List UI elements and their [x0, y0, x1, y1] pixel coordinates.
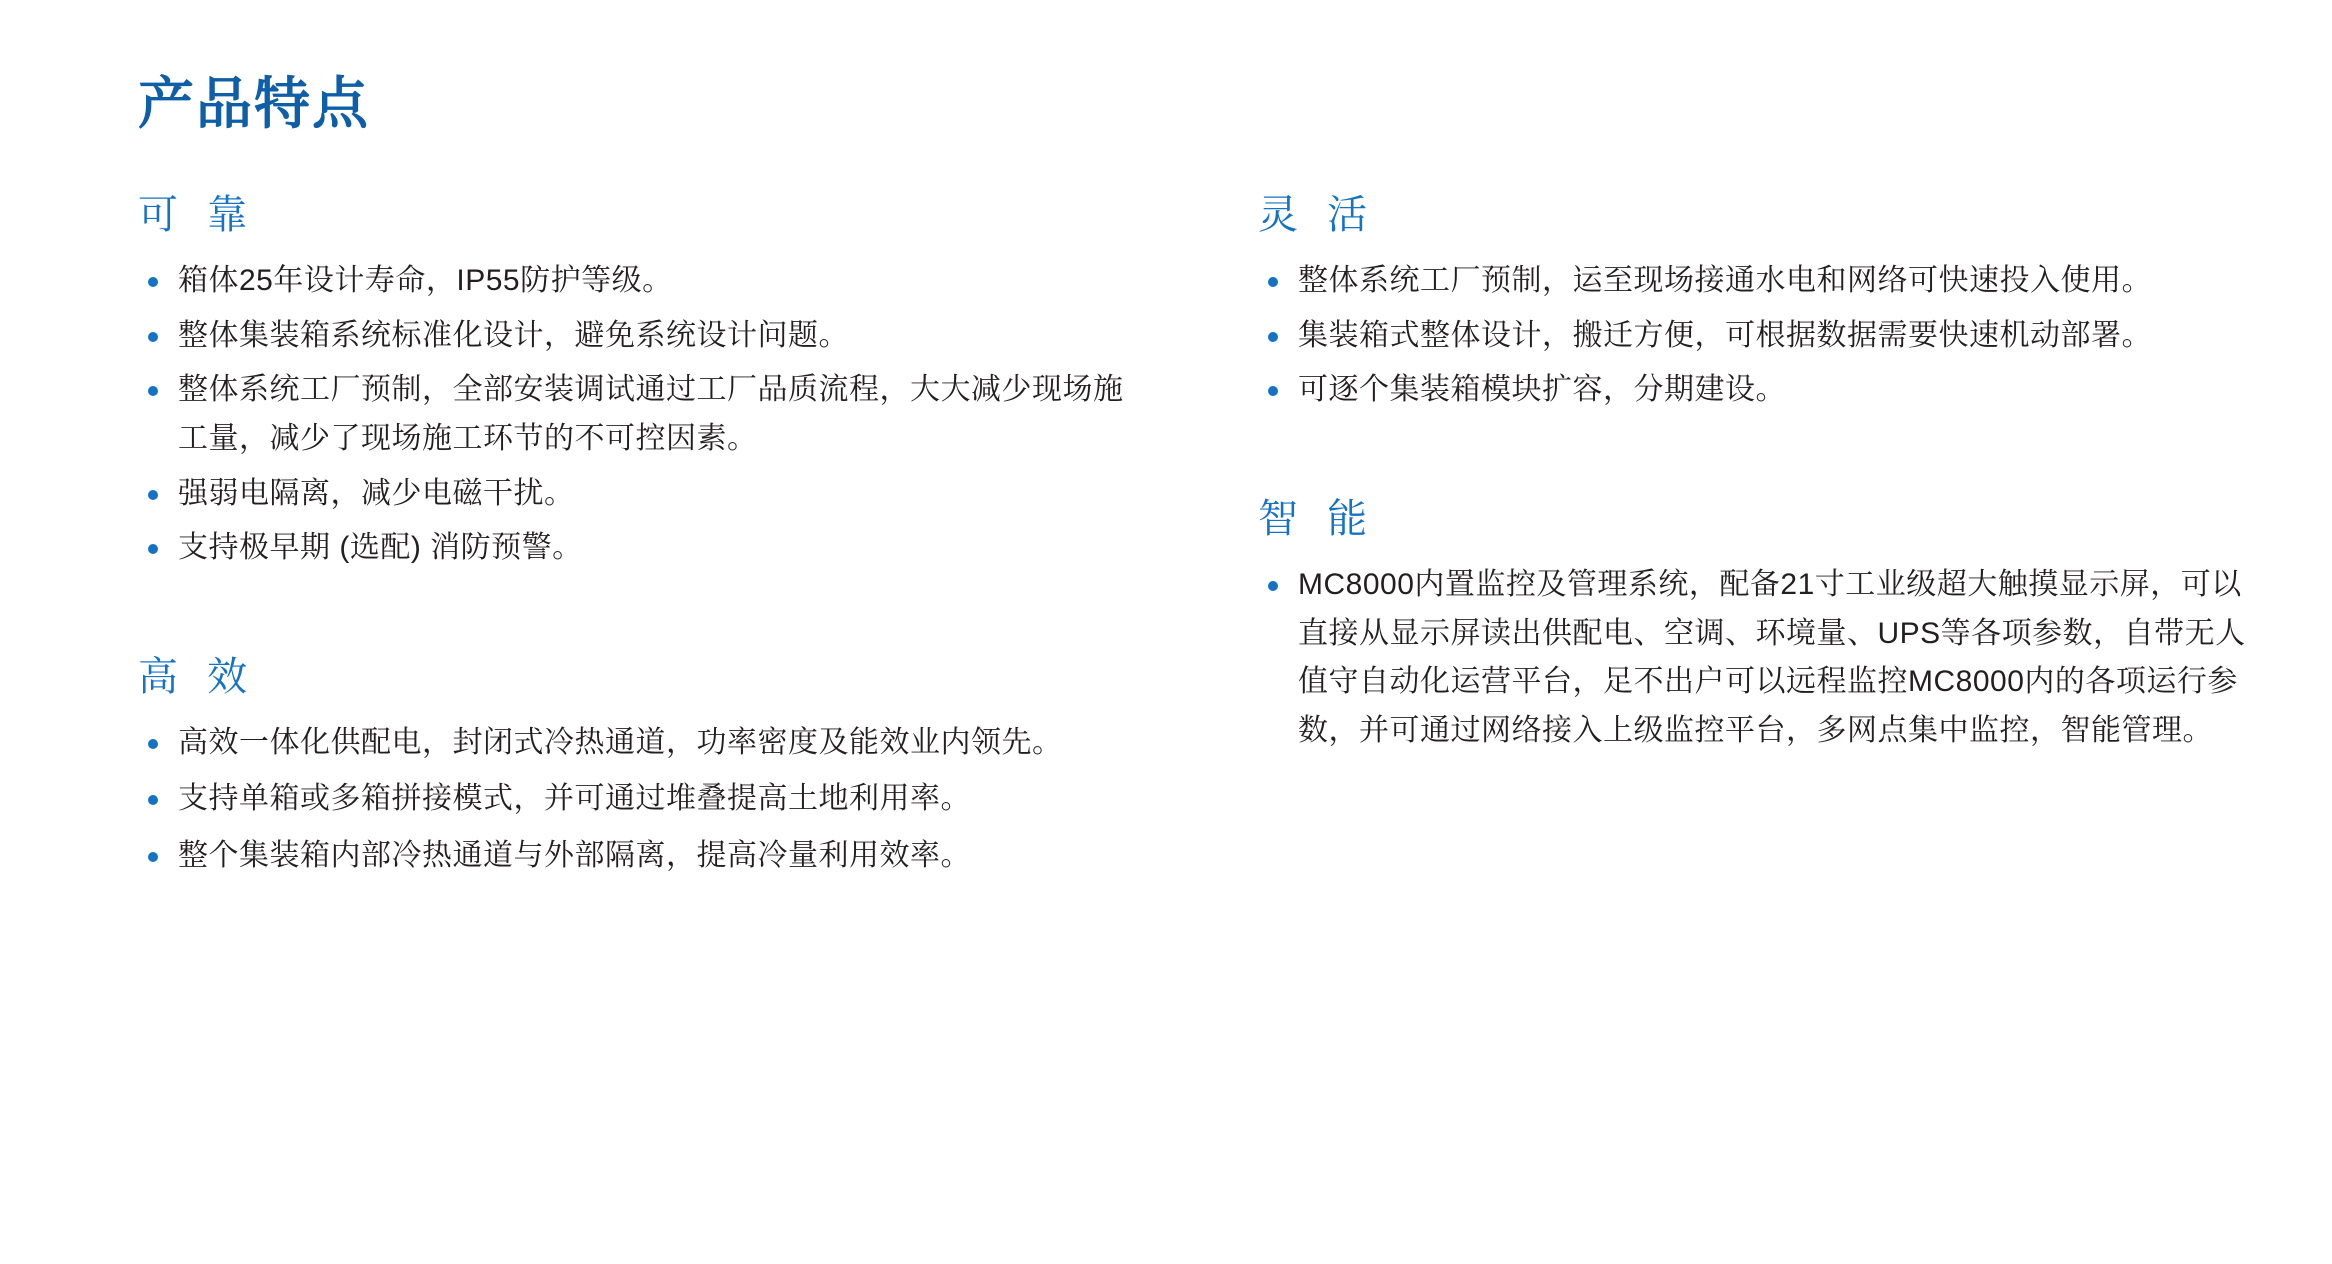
list-item	[138, 366, 1148, 463]
right-column	[1258, 189, 2268, 888]
bullet-dot-icon	[148, 332, 158, 342]
bullet-dot-icon	[1268, 277, 1278, 287]
list-smart	[1258, 561, 2268, 755]
list-item-text: MC8000内置监控及管理系统，配备21寸工业级超大触摸显示屏，可以直接从显示屏读出供配电、空调、环境量、UPS等各项参数，自带无人值守自动化运营平台，足不出户可以远程监控MC8000内的各项运行参数，并可通过网络接入上级监控平台，多网点集中监控，智能管理。	[1298, 567, 2246, 747]
list-flexible	[1258, 257, 2268, 415]
section-smart	[1258, 493, 2268, 755]
section-title-smart: 智 能	[1258, 496, 1377, 541]
list-reliable	[138, 257, 1148, 573]
bullet-dot-icon	[148, 386, 158, 396]
list-item	[138, 470, 1148, 519]
list-item	[138, 832, 1148, 881]
list-item-text: 整个集装箱内部冷热通道与外部隔离，提高冷量利用效率。	[178, 838, 971, 872]
list-item	[1258, 312, 2268, 361]
list-efficient	[138, 719, 1148, 881]
list-item-text: 支持极早期 (选配) 消防预警。	[178, 531, 583, 565]
bullet-dot-icon	[148, 544, 158, 554]
list-item-text: 支持单箱或多箱拼接模式，并可通过堆叠提高土地利用率。	[178, 782, 971, 816]
section-title-efficient: 高 效	[138, 654, 257, 699]
section-title-reliable: 可 靠	[138, 193, 257, 238]
list-item-text: 高效一体化供配电，封闭式冷热通道，功率密度及能效业内领先。	[178, 725, 1063, 759]
left-column	[138, 189, 1148, 888]
list-item-text: 箱体25年设计寿命，IP55防护等级。	[178, 264, 673, 298]
bullet-dot-icon	[148, 852, 158, 862]
bullet-dot-icon	[148, 795, 158, 805]
list-item-text: 整体系统工厂预制，全部安装调试通过工厂品质流程，大大减少现场施工量，减少了现场施工环节的不可控因素。	[178, 373, 1124, 455]
list-item	[138, 719, 1148, 768]
bullet-dot-icon	[148, 490, 158, 500]
bullet-dot-icon	[1268, 386, 1278, 396]
bullet-dot-icon	[1268, 332, 1278, 342]
list-item	[138, 257, 1148, 306]
section-reliable	[138, 189, 1148, 573]
feature-columns	[138, 189, 2246, 888]
bullet-dot-icon	[148, 277, 158, 287]
list-item-text: 强弱电隔离，减少电磁干扰。	[178, 476, 575, 510]
bullet-dot-icon	[1268, 581, 1278, 591]
list-item	[1258, 561, 2268, 755]
list-item-text: 整体系统工厂预制，运至现场接通水电和网络可快速投入使用。	[1298, 264, 2152, 298]
section-title-flexible: 灵 活	[1258, 193, 1377, 238]
list-item	[138, 524, 1148, 573]
list-item-text: 可逐个集装箱模块扩容，分期建设。	[1298, 373, 1786, 407]
bullet-dot-icon	[148, 739, 158, 749]
section-flexible	[1258, 189, 2268, 415]
list-item	[138, 312, 1148, 361]
list-item	[1258, 257, 2268, 306]
section-efficient	[138, 651, 1148, 881]
page-title: 产品特点	[138, 72, 370, 135]
list-item-text: 集装箱式整体设计，搬迁方便，可根据数据需要快速机动部署。	[1298, 318, 2152, 352]
list-item-text: 整体集装箱系统标准化设计，避免系统设计问题。	[178, 318, 849, 352]
list-item	[138, 775, 1148, 824]
list-item	[1258, 366, 2268, 415]
